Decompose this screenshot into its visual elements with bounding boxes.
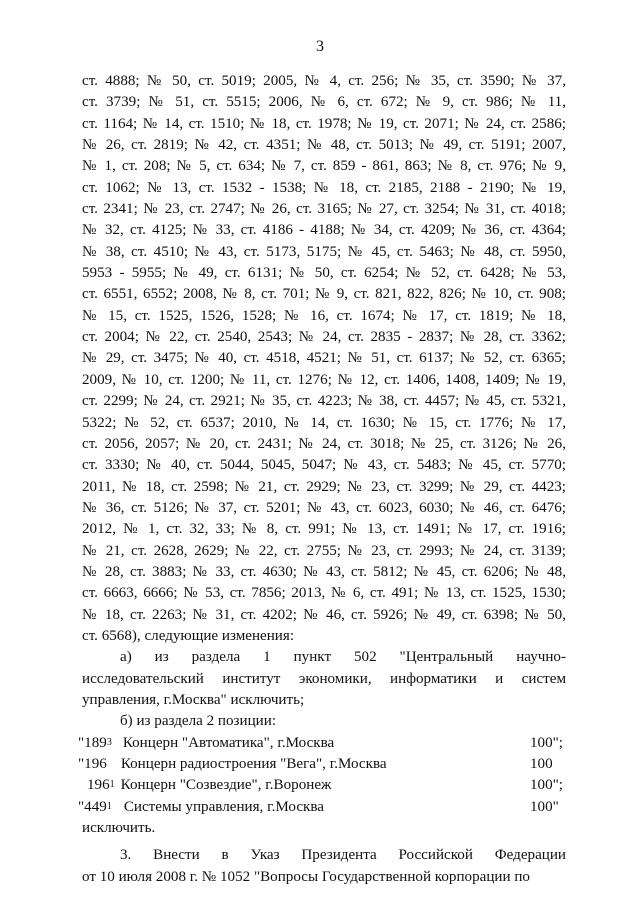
citation-line: № 15, ст. 1525, 1526, 1528; № 16, ст. 1674; № 17, ст. 1819; № 18, [82,307,566,324]
page-number: 3 [316,38,324,55]
position-name: Концерн радиостроения "Вега", г.Москва [120,756,387,772]
position-value: 100"; [530,734,563,751]
item-a-last-line: управления, г.Москва" исключить; [82,691,305,708]
citation-line: 5953 - 5955; № 49, ст. 6131; № 50, ст. 6254; № 52, ст. 6428; № 53, [82,265,566,282]
position-label [78,754,387,775]
position-name: Концерн "Созвездие", г.Воронеж [120,777,332,794]
citation-line: № 18, ст. 2263; № 31, ст. 4202; № 46, ст. 5926; № 49, ст. 6398; № 50, [82,606,566,623]
position-code-superscript: 1 [109,779,115,791]
position-code: "196 [78,756,107,772]
citation-line: ст. 4888; № 50, ст. 5019; 2005, № 4, ст. 256; № 35, ст. 3590; № 37, [82,73,566,89]
position-code: "189 [78,734,107,751]
position-row [78,754,566,775]
position-name: Концерн "Автоматика", г.Москва [122,734,335,751]
position-code: 196 [87,777,110,794]
citation-line: ст. 1062; № 13, ст. 1532 - 1538; № 18, ст. 2185, 2188 - 2190; № 19, [82,179,566,196]
position-label [78,733,334,754]
citation-line: № 38, ст. 4510; № 43, ст. 5173, 5175; № 45, ст. 5463; № 48, ст. 5950, [82,243,566,260]
citation-line: 2012, № 1, ст. 32, 33; № 8, ст. 991; № 13, ст. 1491; № 17, ст. 1916; [82,521,566,538]
item-a-line: исследовательский институт экономики, информатики и систем [82,670,566,687]
citation-line: ст. 2056, 2057; № 20, ст. 2431; № 24, ст. 3018; № 25, ст. 3126; № 26, [82,435,566,452]
citation-paragraph [82,71,566,626]
citation-line: 2009, № 10, ст. 1200; № 11, ст. 1276; № 12, ст. 1406, 1408, 1409; № 19, [82,371,566,388]
citation-line: № 32, ст. 4125; № 33, ст. 4186 - 4188; № 34, ст. 4209; № 36, ст. 4364; [82,222,566,239]
position-name: Системы управления, г.Москва [123,798,324,815]
position-code: "449 [78,798,107,815]
item-3-line: от 10 июля 2008 г. № 1052 "Вопросы Государственной корпорации по [82,868,530,885]
citation-line: № 36, ст. 5126; № 37, ст. 5201; № 43, ст. 6023, 6030; № 46, ст. 6476; [82,499,566,516]
citation-line: ст. 6551, 6552; 2008, № 8, ст. 701; № 9, ст. 821, 822, 826; № 10, ст. 908; [82,286,566,303]
position-code-superscript: 1 [106,800,112,812]
position-value: 100 [530,756,553,772]
position-row [82,775,566,796]
citation-line: ст. 3739; № 51, ст. 5515; 2006, № 6, ст. 672; № 9, ст. 986; № 11, [82,94,566,111]
citation-last-line: ст. 6568), следующие изменения: [82,627,295,644]
citation-line: № 21, ст. 2628, 2629; № 22, ст. 2755; № 23, ст. 2993; № 24, ст. 3139; [82,542,566,559]
citation-line: 2011, № 18, ст. 2598; № 21, ст. 2929; № 23, ст. 3299; № 29, ст. 4423; [82,478,566,495]
citation-line: ст. 2299; № 24, ст. 2921; № 35, ст. 4223; № 38, ст. 4457; № 45, ст. 5321, [82,393,566,410]
citation-line: ст. 2341; № 23, ст. 2747; № 26, ст. 3165; № 27, ст. 3254; № 31, ст. 4018; [82,201,566,218]
citation-line: ст. 1164; № 14, ст. 1510; № 18, ст. 1978; № 19, ст. 2071; № 24, ст. 2586; [82,115,566,132]
citation-line: 5322; № 52, ст. 6537; 2010, № 14, ст. 1630; № 15, ст. 1776; № 17, [82,414,566,431]
position-label [87,775,331,796]
position-row [78,733,566,754]
exclude-text: исключить. [82,820,156,837]
citation-line: № 29, ст. 3475; № 40, ст. 4518, 4521; № 51, ст. 6137; № 52, ст. 6365; [82,350,566,367]
citation-line: ст. 3330; № 40, ст. 5044, 5045, 5047; № 43, ст. 5483; № 45, ст. 5770; [82,457,566,474]
citation-line: № 1, ст. 208; № 5, ст. 634; № 7, ст. 859 - 861, 863; № 8, ст. 976; № 9, [82,158,566,175]
citation-line: ст. 2004; № 22, ст. 2540, 2543; № 24, ст. 2835 - 2837; № 28, ст. 3362; [82,329,566,346]
body-text [78,71,566,888]
position-value: 100" [530,798,559,815]
position-label [78,797,324,818]
item-b-header: б) из раздела 2 позиции: [120,713,277,730]
citation-line: ст. 6663, 6666; № 53, ст. 7856; 2013, № 6, ст. 491; № 13, ст. 1525, 1530; [82,585,566,602]
position-code-superscript: 3 [106,736,112,748]
citation-line: № 28, ст. 3883; № 33, ст. 4630; № 43, ст. 5812; № 45, ст. 6206; № 48, [82,563,566,580]
position-value: 100"; [530,777,563,794]
item-3-line: 3. Внести в Указ Президента Российской Федерации [120,847,566,864]
item-a-line: а) из раздела 1 пункт 502 "Центральный научно- [120,649,566,666]
citation-line: № 26, ст. 2819; № 42, ст. 4351; № 48, ст. 5013; № 49, ст. 5191; 2007, [82,137,566,154]
position-row [78,797,566,818]
